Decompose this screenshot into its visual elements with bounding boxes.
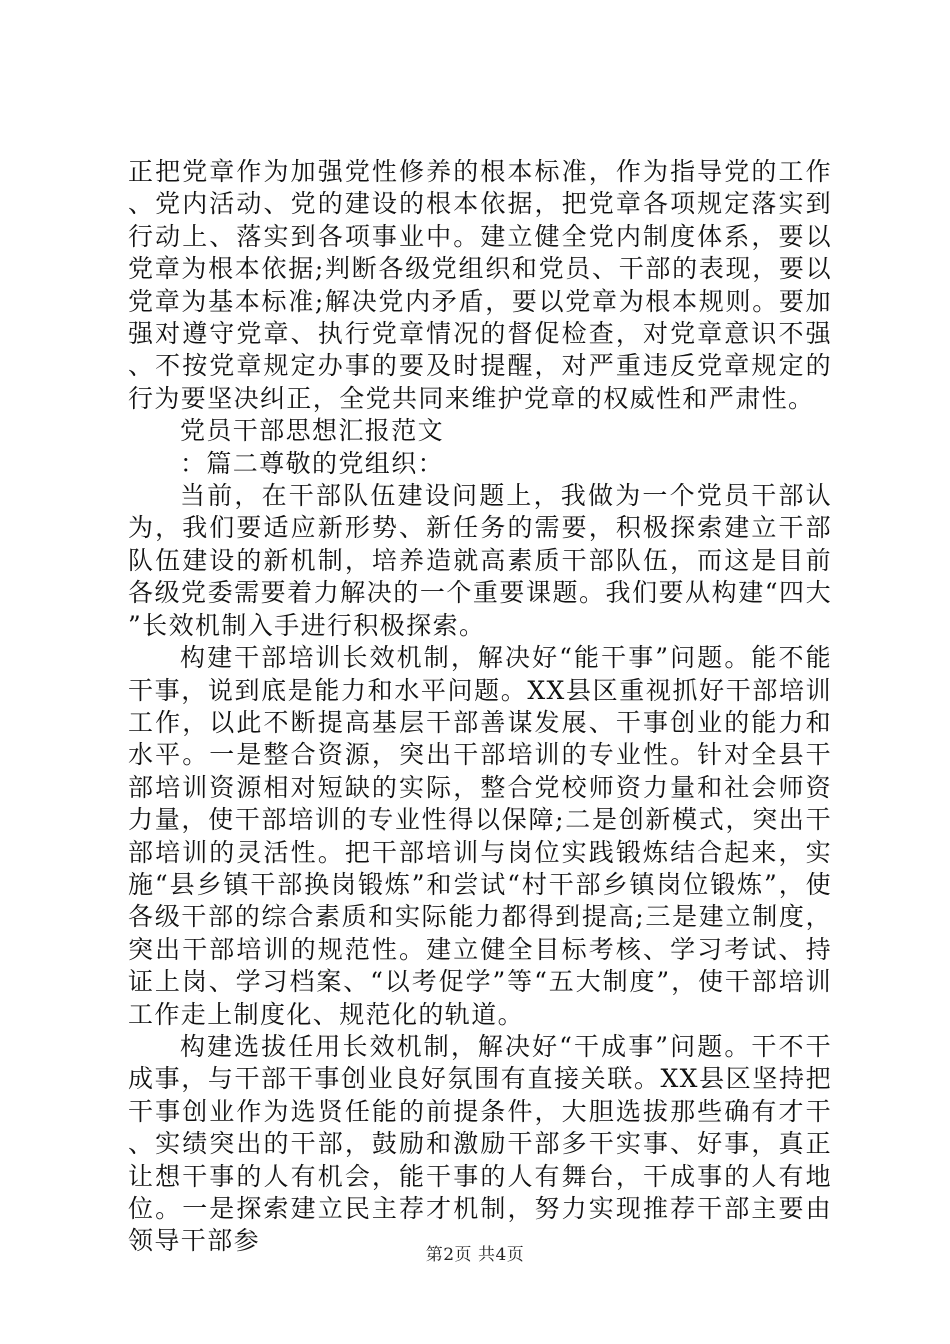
paragraph: 当前，在干部队伍建设问题上，我做为一个党员干部认为，我们要适应新形势、新任务的需要，积极探索建立干部队伍建设的新机制，培养造就高素质干部队伍，而这是目前各级党委需要着力解决的一个重要课题。我们要从构建“四大”长效机制入手进行积极探索。 bbox=[128, 481, 832, 640]
paragraph-continuation: 正把党章作为加强党性修养的根本标准，作为指导党的工作、党内活动、党的建设的根本依据，把党章各项规定落实到行动上、落实到各项事业中。建立健全党内制度体系，要以党章为根本依据;判断各级党组织和党员、干部的表现，要以党章为基本标准;解决党内矛盾，要以党章为根本规则。要加强对遵守党章、执行党章情况的督促检查，对党章意识不强、不按党章规定办事的要及时提醒，对严重违反党章规定的行为要坚决纠正，全党共同来维护党章的权威性和严肃性。 bbox=[128, 157, 832, 413]
salutation: ：篇二尊敬的党组织： bbox=[180, 448, 445, 478]
page-number-footer: 第2页 共4页 bbox=[425, 1245, 525, 1265]
section-title: 党员干部思想汇报范文 bbox=[180, 416, 445, 446]
paragraph: 构建干部培训长效机制，解决好“能干事”问题。能不能干事，说到底是能力和水平问题。XX县区重视抓好干部培训工作，以此不断提高基层干部善谋发展、干事创业的能力和水平。一是整合资源，突出干部培训的专业性。针对全县干部培训资源相对短缺的实际，整合党校师资力量和社会师资力量，使干部培训的专业性得以保障;二是创新模式，突出干部培训的灵活性。把干部培训与岗位实践锻炼结合起来，实施“县乡镇干部换岗锻炼”和尝试“村干部乡镇岗位锻炼”，使各级干部的综合素质和实际能力都得到提高;三是建立制度，突出干部培训的规范性。建立健全目标考核、学习考试、持证上岗、学习档案、“以考促学”等“五大制度”，使干部培训工作走上制度化、规范化的轨道。 bbox=[128, 643, 832, 1029]
document-body bbox=[128, 156, 832, 1258]
paragraph: 构建选拔任用长效机制，解决好“干成事”问题。干不干成事，与干部干事创业良好氛围有直接关联。XX县区坚持把干事创业作为选贤任能的前提条件，大胆选拔那些确有才干、实绩突出的干部，鼓励和激励干部多干实事、好事，真正让想干事的人有机会，能干事的人有舞台，干成事的人有地位。一是探索建立民主荐才机制，努力实现推荐干部主要由领导干部参 bbox=[128, 1031, 832, 1256]
